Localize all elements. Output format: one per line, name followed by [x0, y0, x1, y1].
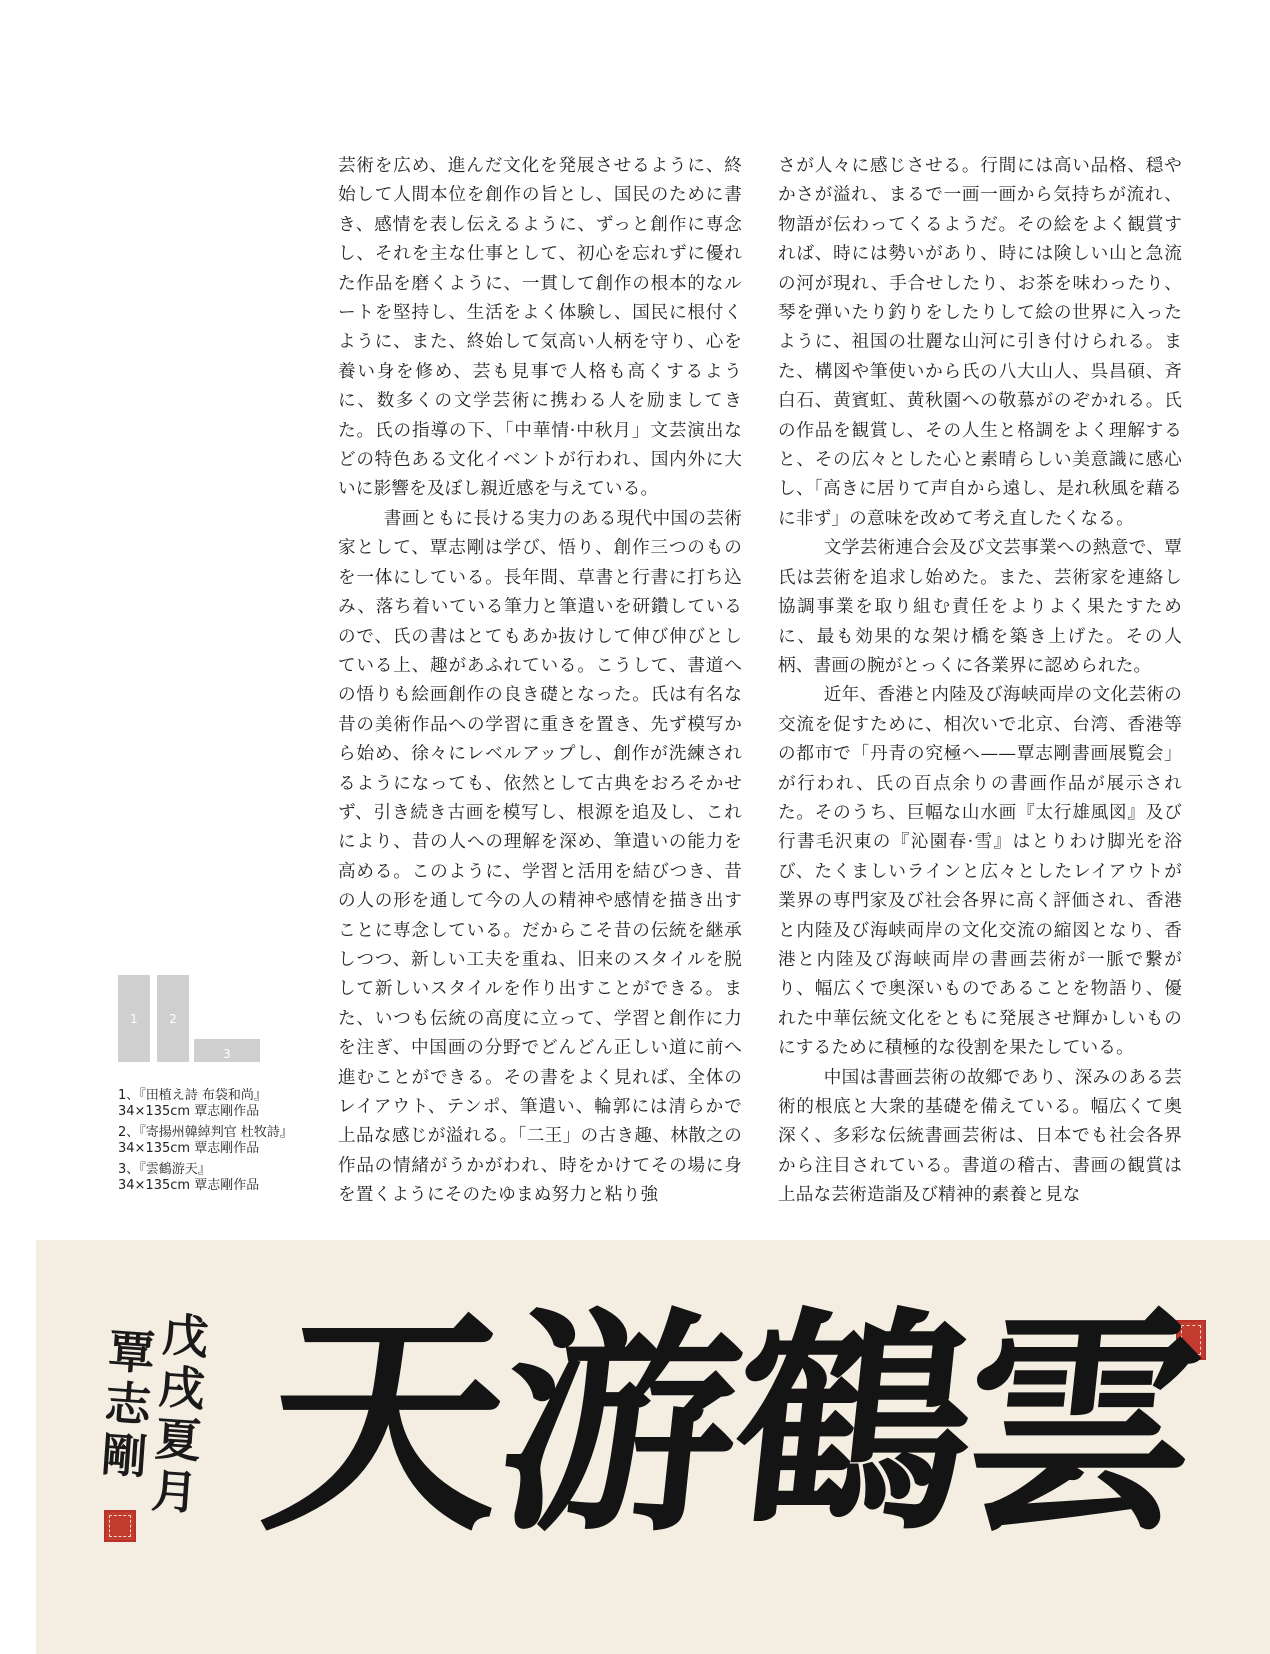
calligraphy-char: 鶴: [721, 1285, 987, 1563]
signature-char: 戊: [160, 1307, 211, 1365]
figure-index-label: 2: [169, 1011, 177, 1026]
caption-2: [118, 1125, 308, 1156]
calligraphy-char: 天: [253, 1285, 519, 1563]
paragraph: 文学芸術連合会及び文芸事業への熱意で、覃氏は芸術を追求し始めた。また、芸術家を連絡し協調事業を取り組む責任をよりよく果たすために、最も効果的な架け橋を築き上げた。その人柄、書画の腕がとっくに各業界に認められた。: [778, 538, 1182, 676]
calligraphy-char: 游: [487, 1285, 753, 1563]
signature-char: 剛: [99, 1427, 150, 1485]
paragraph: 近年、香港と内陸及び海峡両岸の文化芸術の交流を促すために、相次いで北京、台湾、香港等の都市で「丹青の究極へ——覃志剛書画展覧会」が行われ、氏の百点余りの書画作品が展示された。そのうち、巨幅な山水画『太行雄風図』及び行書毛沢東の『沁園春·雪』はとりわけ脚光を浴び、たくましいラインと広々としたレイアウトが業界の専門家及び社会各界に高く評価され、香港と内陸及び海峡両岸の文化交流の縮図となり、香港と内陸及び海峡両岸の書画芸術が一脈で繋がり、幅広くで奥深いものであることを物語り、優れた中華伝統文化をともに発展させ輝かしいものにするために積極的な役割を果たしている。: [778, 685, 1182, 1059]
caption-3: [118, 1162, 308, 1193]
figure-index-1: [118, 975, 150, 1062]
caption-1: [118, 1088, 308, 1119]
signature-name-column: [97, 1324, 160, 1483]
figure-captions: [118, 1088, 308, 1199]
figure-index-3: [194, 1039, 260, 1062]
figure-index-2: [157, 975, 189, 1062]
calligraphy-char: 雲: [949, 1285, 1215, 1563]
paragraph: さが人々に感じさせる。行間には高い品格、穏やかさが溢れ、まるで一画一画から気持ちが流れ、物語が伝わってくるようだ。その絵をよく観賞すれば、時には勢いがあり、時には険しい山と急流の河が現れ、手合せしたり、お茶を味わったり、琴を弾いたり釣りをしたりして絵の世界に入ったように、祖国の壮麗な山河に引き付けられる。また、構図や筆使いから氏の八大山人、呉昌碩、斉白石、黄賓虹、黄秋園への敬慕がのぞかれる。氏の作品を観賞し、その人生と格調をよく理解すると、その広々とした心と素晴らしい美意識に感心し、「高きに居りて声自から遠し、是れ秋風を藉るに非ず」の意味を改めて考え直したくなる。: [778, 156, 1182, 529]
figure-index-label: 3: [223, 1047, 231, 1061]
signature-char: 夏: [153, 1411, 204, 1469]
figure-index-label: 1: [130, 1011, 138, 1026]
caption-title: 3、『雲鶴游天』: [118, 1162, 211, 1177]
signature-char: 戌: [156, 1359, 207, 1417]
article-column-left: [338, 152, 742, 1211]
article-column-right: [778, 152, 1182, 1211]
calligraphy-artwork: [36, 1240, 1270, 1654]
caption-title: 1、『田植え詩 布袋和尚』: [118, 1088, 267, 1103]
caption-title: 2、『寄揚州韓綽判官 杜牧詩』: [118, 1125, 293, 1140]
paragraph: 中国は書画芸術の故郷であり、深みのある芸術的根底と大衆的基礎を備えている。幅広くて奥深く、多彩な伝統書画芸術は、日本でも社会各界から注目されている。書道の稽古、書画の観賞は上品な芸術造詣及び精神的素養と見な: [778, 1067, 1182, 1206]
red-seal-icon: [104, 1510, 136, 1542]
signature-char: 覃: [106, 1323, 157, 1381]
signature-char: 志: [103, 1375, 153, 1433]
caption-detail: 34×135cm 覃志剛作品: [118, 1103, 260, 1119]
paragraph: 芸術を広め、進んだ文化を発展させるように、終始して人間本位を創作の旨とし、国民のために書き、感情を表し伝えるように、ずっと創作に専念し、それを主な仕事として、初心を忘れずに優れた作品を磨くように、一貫して創作の根本的なルートを堅持し、生活をよく体験し、国民に根付くように、また、終始して気高い人柄を守り、心を養い身を修め、芸も見事で人格も高くするように、数多くの文学芸術に携わる人を励ましてきた。氏の指導の下、「中華情·中秋月」文芸演出などの特色ある文化イベントが行われ、国内外に大いに影響を及ぼし親近感を与えている。: [338, 156, 742, 500]
caption-detail: 34×135cm 覃志剛作品: [118, 1140, 260, 1156]
paragraph: 書画ともに長ける実力のある現代中国の芸術家として、覃志剛は学び、悟り、創作三つのものを一体にしている。長年間、草書と行書に打ち込み、落ち着いている筆力と筆遣いを研鑽しているので、氏の書はとてもあか抜けして伸び伸びとしている上、趣があふれている。こうして、書道への悟りも絵画創作の良き礎となった。氏は有名な昔の美術作品への学習に重きを置き、先ず模写から始め、徐々にレベルアップし、創作が洗練されるようになっても、依然として古典をおろそかせず、引き続き古画を模写し、根源を追及し、これにより、昔の人への理解を深め、筆遣いの能力を高める。このように、学習と活用を結びつき、昔の人の形を通して今の人の精神や感情を描き出すことに専念している。だからこそ昔の伝統を継承しつつ、新しい工夫を重ね、旧来のスタイルを脱して新しいスタイルを作り出すことができる。また、いつも伝統の高度に立って、学習と創作に力を注ぎ、中国画の分野でどんどん正しい道に前へ進むことができる。その書をよく見れば、全体のレイアウト、テンポ、筆遣い、輪郭には清らかで上品な感じが溢れる。「二王」の古き趣、林散之の作品の情緒がうかがわれ、時をかけてその場に身を置くようにそのたゆまぬ努力と粘り強: [338, 508, 742, 1206]
caption-detail: 34×135cm 覃志剛作品: [118, 1177, 260, 1193]
signature-char: 月: [149, 1463, 200, 1521]
